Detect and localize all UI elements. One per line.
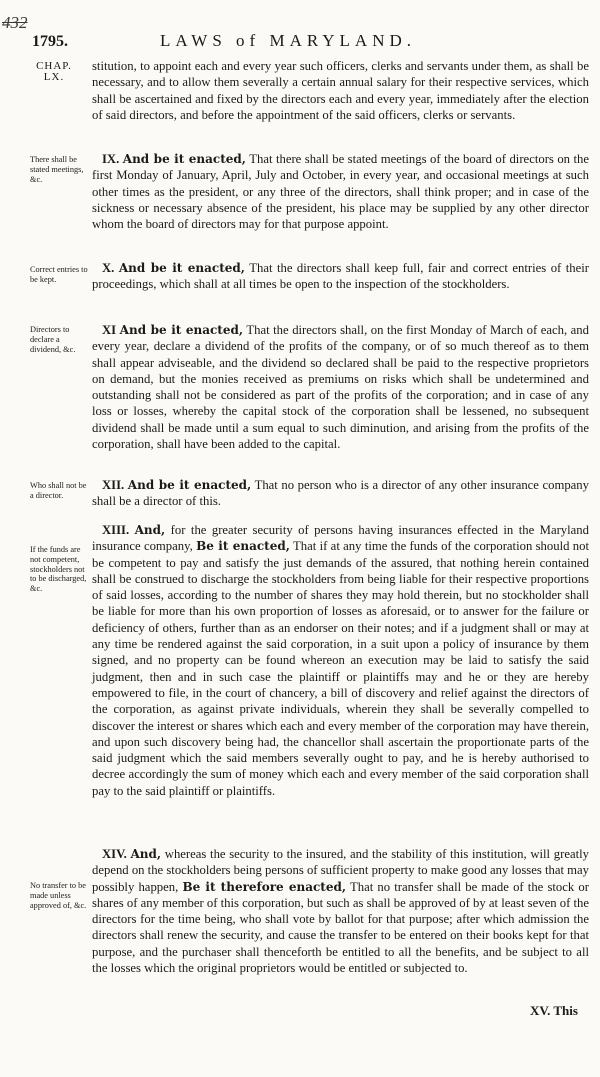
enacting-clause: And be it enacted, bbox=[122, 152, 246, 166]
section-xiii bbox=[92, 522, 589, 799]
lead-word: And, bbox=[134, 523, 166, 537]
section-number: IX. bbox=[102, 152, 120, 166]
section-xiv bbox=[92, 846, 589, 976]
section-number: XII. bbox=[102, 478, 125, 492]
catchword: XV. This bbox=[530, 1003, 578, 1018]
section-number: X. bbox=[102, 261, 115, 275]
section-text: That the directors shall, on the first Monday of March of each, and every year, declare a dividend of the profits of the company, or of so much thereof as to them shall appear adviseable, and the dividend so declared shall be paid to the respective proprietors on demand, but the monies received as premiums on risks which shall be undetermined and outstanding shall not be considered as part of the profits of the corporation; and in case of any loss or losses, whereby the capital stock of the corporation shall be lessened, no subsequent dividend shall be made until a sum equal to such diminution, and arising from the profits of the corporation, shall have been added to the capital. bbox=[92, 323, 589, 452]
section-number: XIII. bbox=[102, 523, 130, 537]
chapter-label bbox=[33, 61, 75, 83]
enacting-clause: And be it enacted, bbox=[118, 261, 245, 275]
enacting-clause: And be it enacted, bbox=[119, 323, 244, 337]
section-xii bbox=[92, 477, 589, 510]
section-number: XIV. bbox=[102, 847, 127, 861]
section-continuation bbox=[92, 58, 589, 123]
preamble-text: whereas the security to the insured, and the stability of this institution, will greatly depend on the stockholders being persons of sufficient property to make good any losses that may possibly happen, bbox=[92, 847, 589, 894]
section-ix bbox=[92, 151, 589, 232]
preamble-text: for the greater security of persons having insurances effected in the Maryland insurance company, bbox=[92, 523, 589, 554]
margin-note-ix: There shall be stated meetings, &c. bbox=[30, 155, 84, 184]
section-text: That no transfer shall be made of the stock or shares of any member of this corporation, but such as shall be approved of by at least seven of the directors for the time being, who shall vote by ballot for that purpose; after which admission the directors shall renew the security, and cause the transfer to be entered on their books kept for that purpose, and the purchaser shall thenceforth be entitled to all the benefits, and be subject to all the losses which the original proprietors would be entitled or subjected to. bbox=[92, 879, 589, 976]
chapter-word: CHAP. bbox=[36, 60, 72, 72]
section-x bbox=[92, 260, 589, 293]
section-xi bbox=[92, 322, 589, 452]
chapter-number: LX. bbox=[43, 71, 65, 83]
margin-note-x: Correct entries to be kept. bbox=[30, 265, 88, 284]
page-title: LAWS of MARYLAND. bbox=[160, 31, 416, 50]
section-text: stitution, to appoint each and every year such officers, clerks and servants under them, as shall be necessary, and to allow them severally a certain annual salary for their respective services, which shall be ascertained and fixed by the directors each and every year, immediately after the election of said directors, and before the appointment of the said officers, clerks or servants. bbox=[92, 59, 589, 122]
enacting-clause: Be it enacted, bbox=[196, 539, 290, 554]
section-text: That no person who is a director of any other insurance company shall be a director of this. bbox=[92, 478, 589, 509]
section-text: That if at any time the funds of the corporation should not be competent to pay and satisfy the just demands of the assured, that nothing herein contained shall be construed to discharge the stockholders from being liable for their respective proportions of said losses, according to the number of shares they may hold therein, but no stockholder shall be liable for more than his own proportion of losses as aforesaid, or to answer for the failure or deficiency of others, further than as an endorser on their notes; and if a judgment shall or may at any time be rendered against the said corporation, in a suit upon a policy of insurance by them signed, and no property can be found whereon an execution may be laid to satisfy the said judgment, then and in such case the plaintiff or plaintiffs may and he or they are hereby empowered to file, in the court of chancery, a bill of discovery and relief against the directors of the corporation, as against private individuals, wherein they shall be severally compelled to discover the interest or shares which each and every member of the corporation may have therein, and upon such discovery being had, the chancellor shall ascertain the proportionate parts of the said judgment which the said members severally ought to pay, and he is hereby authorised to decree accordingly the sum of money which each and every member of the said corporation shall pay to the said plaintiff or plaintiffs. bbox=[92, 539, 590, 798]
margin-note-xiv: No transfer to be made unless approved of, &c. bbox=[30, 881, 87, 910]
margin-note-xii: Who shall not be a director. bbox=[30, 481, 87, 500]
enacting-clause: Be it therefore enacted, bbox=[182, 879, 347, 894]
lead-word: And, bbox=[130, 847, 162, 861]
enacting-clause: And be it enacted, bbox=[127, 478, 252, 492]
section-text: That there shall be stated meetings of the board of directors on the first Monday of January, April, July and October, in every year, and occasional meetings at such other times as the president, or any three of the directors, shall think proper; and in case of the sickness or necessary absence of the president, his place may be supplied by any other director whom the board of directors may for that purpose appoint. bbox=[92, 152, 589, 232]
margin-note-xi: Directors to declare a dividend, &c. bbox=[30, 325, 76, 354]
section-text: That the directors shall keep full, fair and correct entries of their proceedings, which shall at all times be open to the inspection of the stockholders. bbox=[92, 261, 589, 292]
section-number: XI bbox=[102, 323, 117, 337]
margin-note-xiii: If the funds are not competent, stockholders not to be discharged, &c. bbox=[30, 545, 87, 594]
handwritten-page-number: 432 bbox=[2, 13, 28, 32]
year: 1795. bbox=[32, 33, 68, 50]
